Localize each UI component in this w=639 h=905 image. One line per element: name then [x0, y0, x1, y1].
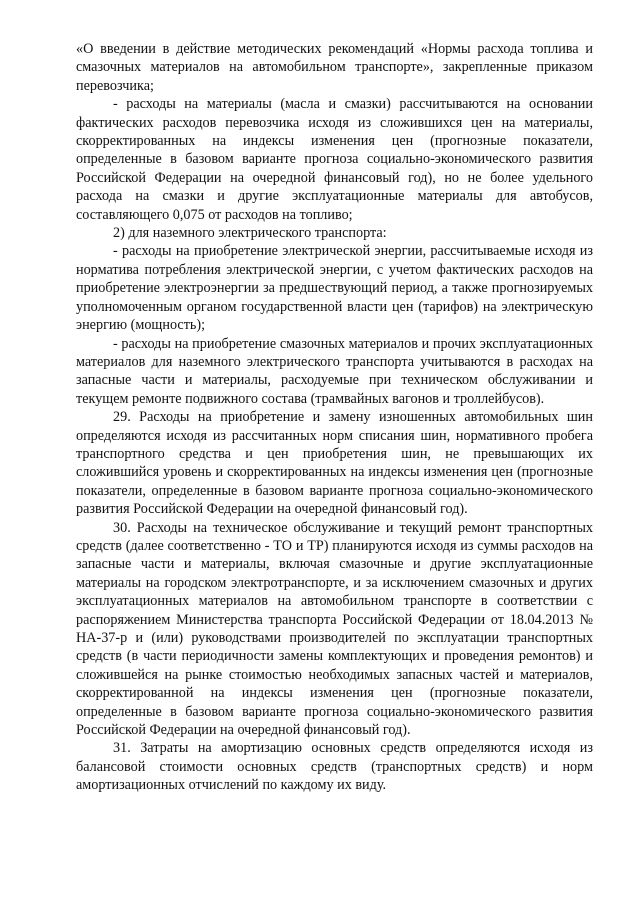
paragraph-lubricants-auto: - расходы на материалы (масла и смазки) рассчитываются на основании фактических расходов перевозчика исходя из сложившихся цен на материалы, скорректированных на индексы изменения цен (прогнозные показатели, определенные в базовом варианте прогноза социально-экономического развития Российской Федерации на очередной финансовый год), но не более удельного расхода на смазки и другие эксплуатационные материалы для автобусов, составляющего 0,075 от расходов на топливо; — [76, 96, 593, 223]
paragraph-31-depreciation: 31. Затраты на амортизацию основных средств определяются исходя из балансовой стоимости основных средств (транспортных средств) и норм амортизационных отчислений по каждому их виду. — [76, 740, 593, 794]
paragraph-electric-lubricants: - расходы на приобретение смазочных материалов и прочих эксплуатационных материалов для наземного электрического транспорта учитываются в расходах на запасные части и материалы, расходуемые при техническом обслуживании и текущем ремонте подвижного состава (трамвайных вагонов и троллейбусов). — [76, 335, 593, 407]
paragraph-29-tires: 29. Расходы на приобретение и замену изношенных автомобильных шин определяются исходя из рассчитанных норм списания шин, нормативного пробега транспортного средства и цен приобретения шин, не превышающих их сложившийся уровень и скорректированных на индексы изменения цен (прогнозные показатели, определенные в базовом варианте прогноза социально-экономического развития Российской Федерации на очередной финансовый год). — [76, 409, 593, 518]
paragraph-electric-energy: - расходы на приобретение электрической энергии, рассчитываемые исходя из норматива потребления электрической энергии, с учетом фактических расходов на приобретение электроэнергии за предшествующий период, а также прогнозируемых уполномоченным органом государственной власти цен (тарифов) на электрическую энергию (мощность); — [76, 243, 593, 334]
paragraph-electric-transport-heading: 2) для наземного электрического транспорта: — [113, 225, 387, 242]
paragraph-continuation: «О введении в действие методических рекомендаций «Нормы расхода топлива и смазочных материалов на автомобильном транспорте», закрепленные приказом перевозчика; — [76, 41, 593, 94]
document-page — [76, 40, 593, 795]
paragraph-30-maintenance: 30. Расходы на техническое обслуживание и текущий ремонт транспортных средств (далее соответственно - ТО и ТР) планируются исходя из суммы расходов на запасные части и материалы, включая смазочные и другие эксплуатационные материалы на городском электротранспорте, и за исключением смазочных и других эксплуатационных материалов на автомобильном транспорте в соответствии с распоряжением Министерства транспорта Российской Федерации от 18.04.2013 № НА-37-р и (или) руководствами производителей по эксплуатации транспортных средств (в части периодичности замены комплектующих и проведения ремонтов) и сложившейся на рынке стоимостью необходимых запасных частей и материалов, скорректированной на индексы изменения цен (прогнозные показатели, определенные в базовом варианте прогноза социально-экономического развития Российской Федерации на очередной финансовый год). — [76, 519, 593, 739]
